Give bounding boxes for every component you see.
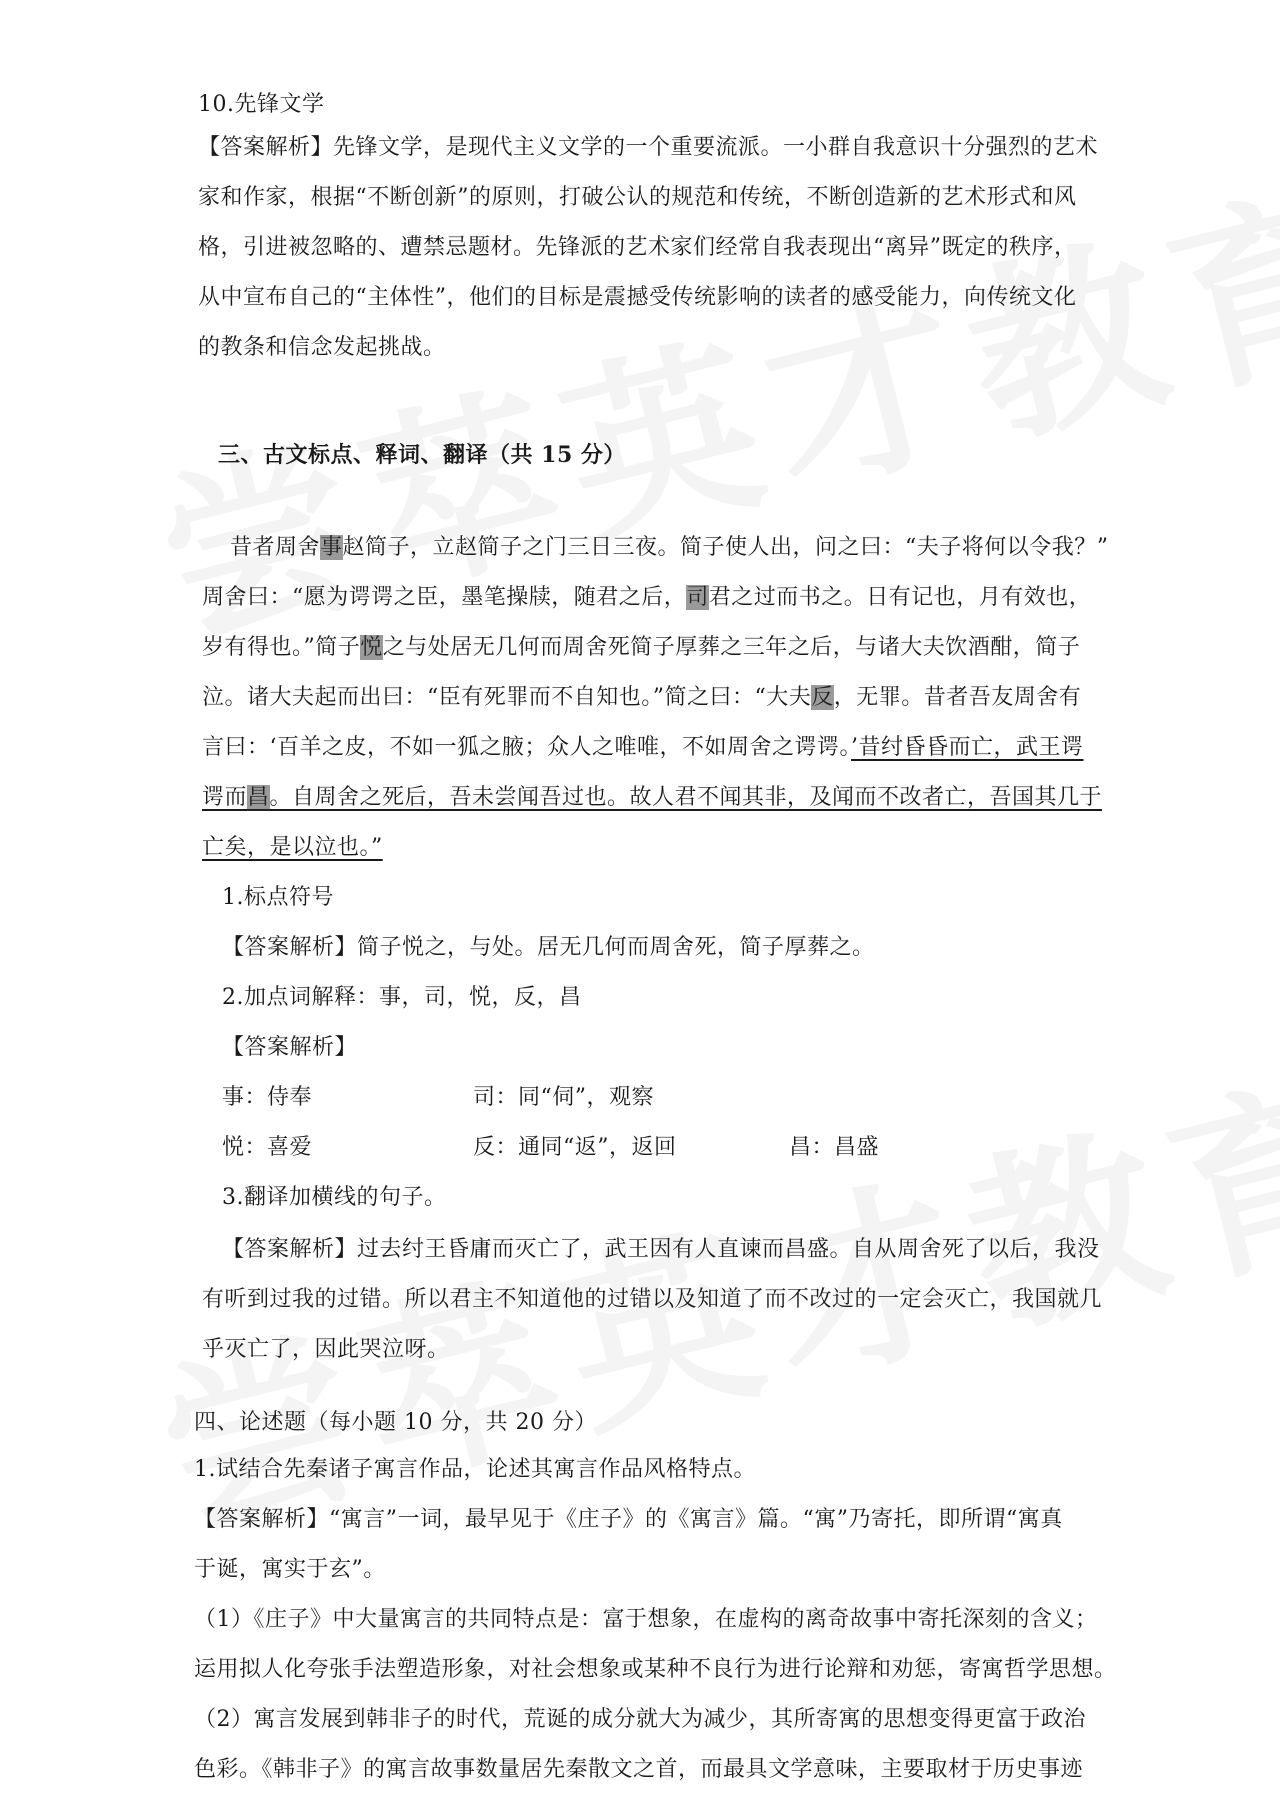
section3-heading: 三、古文标点、释词、翻译（共 15 分） xyxy=(218,442,626,468)
s3-q1-title: 1.标点符号 xyxy=(222,885,334,910)
s4-q1-title: 1.试结合先秦诸子寓言作品，论述其寓言作品风格特点。 xyxy=(194,1457,756,1482)
def-si: 司：同“伺”，观察 xyxy=(473,1085,654,1110)
def-shi: 事：侍奉 xyxy=(222,1085,313,1110)
s3-q3-answer-line-2: 有听到过我的过错。所以君主不知道他的过错以及知道了而不改过的一定会灭亡，我国就几 xyxy=(202,1287,1103,1312)
s4-q1-answer-line-4: 运用拟人化夸张手法塑造形象，对社会想象或某种不良行为进行论辩和劝惩，寄寓哲学思想。 xyxy=(194,1657,1117,1682)
passage-line-2: 周舍曰：“愿为谔谔之臣，墨笔操牍，随君之后，司君之过而书之。日有记也，月有效也， xyxy=(202,585,1092,610)
section4-heading: 四、论述题（每小题 10 分，共 20 分） xyxy=(194,1410,597,1435)
marked-char-yue: 悦 xyxy=(360,635,383,660)
s4-q1-answer-line-1: 【答案解析】“寓言”一词，最早见于《庄子》的《寓言》篇。“寓”乃寄托，即所谓“寓真 xyxy=(194,1507,1063,1532)
s4-q1-answer-line-6: 色彩。《韩非子》的寓言故事数量居先秦散文之首，而最具文学意味，主要取材于历史事迹 xyxy=(194,1757,1084,1782)
marked-char-fan: 反 xyxy=(811,685,834,710)
passage-line-3: 岁有得也。”简子悦之与处居无几何而周舍死简子厚葬之三年之后，与诸大夫饮酒酣，简子 xyxy=(202,635,1081,660)
s3-q3-answer-line-1: 【答案解析】过去纣王昏庸而灭亡了，武王因有人直谏而昌盛。自从周舍死了以后，我没 xyxy=(222,1237,1100,1262)
marked-char-chang: 昌 xyxy=(247,785,270,810)
s3-q2-answer-label: 【答案解析】 xyxy=(222,1035,358,1060)
underlined-sentence-start: ’昔纣昏昏而亡，武王谔 xyxy=(851,735,1084,760)
passage-line-6: 谔而昌。自周舍之死后，吾未尝闻吾过也。故人君不闻其非，及闻而不改者亡，吾国其几于 xyxy=(202,785,1103,810)
s3-q2-title: 2.加点词解释：事，司，悦，反，昌 xyxy=(222,985,582,1010)
q10-answer-line-1: 【答案解析】先锋文学，是现代主义文学的一个重要流派。一小群自我意识十分强烈的艺术 xyxy=(198,135,1099,160)
q10-title: 10.先锋文学 xyxy=(198,92,325,117)
marked-char-si: 司 xyxy=(686,585,709,610)
def-chang: 昌：昌盛 xyxy=(789,1135,880,1160)
passage-line-5: 言曰：‘百羊之皮，不如一狐之腋；众人之唯唯，不如周舍之谔谔。’昔纣昏昏而亡，武王谔 xyxy=(202,735,1084,760)
s3-q1-answer: 【答案解析】简子悦之，与处。居无几何而周舍死，简子厚葬之。 xyxy=(222,935,875,960)
q10-answer-line-5: 的教条和信念发起挑战。 xyxy=(198,335,446,360)
q10-answer-line-3: 格，引进被忽略的、遭禁忌题材。先锋派的艺术家们经常自我表现出“离异”既定的秩序， xyxy=(198,235,1077,260)
q10-answer-line-4: 从中宣布自己的“主体性”，他们的目标是震撼受传统影响的读者的感受能力，向传统文化 xyxy=(198,285,1077,310)
s4-q1-answer-line-5: （2）寓言发展到韩非子的时代，荒诞的成分就大为减少，其所寄寓的思想变得更富于政治 xyxy=(194,1707,1087,1732)
s3-q3-title: 3.翻译加横线的句子。 xyxy=(222,1185,447,1210)
q10-answer-line-2: 家和作家，根据“不断创新”的原则，打破公认的规范和传统，不断创造新的艺术形式和风 xyxy=(198,185,1077,210)
passage-line-7: 亡矣，是以泣也。” xyxy=(202,835,383,860)
def-fan: 反：通同“返”，返回 xyxy=(473,1135,677,1160)
marked-char-shi: 事 xyxy=(320,535,343,560)
s4-q1-answer-line-2: 于诞，寓实于玄”。 xyxy=(194,1557,386,1582)
s3-q3-answer-line-3: 乎灭亡了，因此哭泣呀。 xyxy=(202,1337,450,1362)
def-yue: 悦：喜爱 xyxy=(222,1135,313,1160)
passage-line-4: 泣。诸大夫起而出曰：“臣有死罪而不自知也。”简之曰：“大夫反，无罪。昔者吾友周舍有 xyxy=(202,685,1082,710)
passage-line-1: 昔者周舍事赵简子，立赵简子之门三日三夜。简子使人出，问之曰：“夫子将何以令我？” xyxy=(230,535,1109,560)
s4-q1-answer-line-3: （1）《庄子》中大量寓言的共同特点是：富于想象，在虚构的离奇故事中寄托深刻的含义； xyxy=(194,1607,1098,1632)
